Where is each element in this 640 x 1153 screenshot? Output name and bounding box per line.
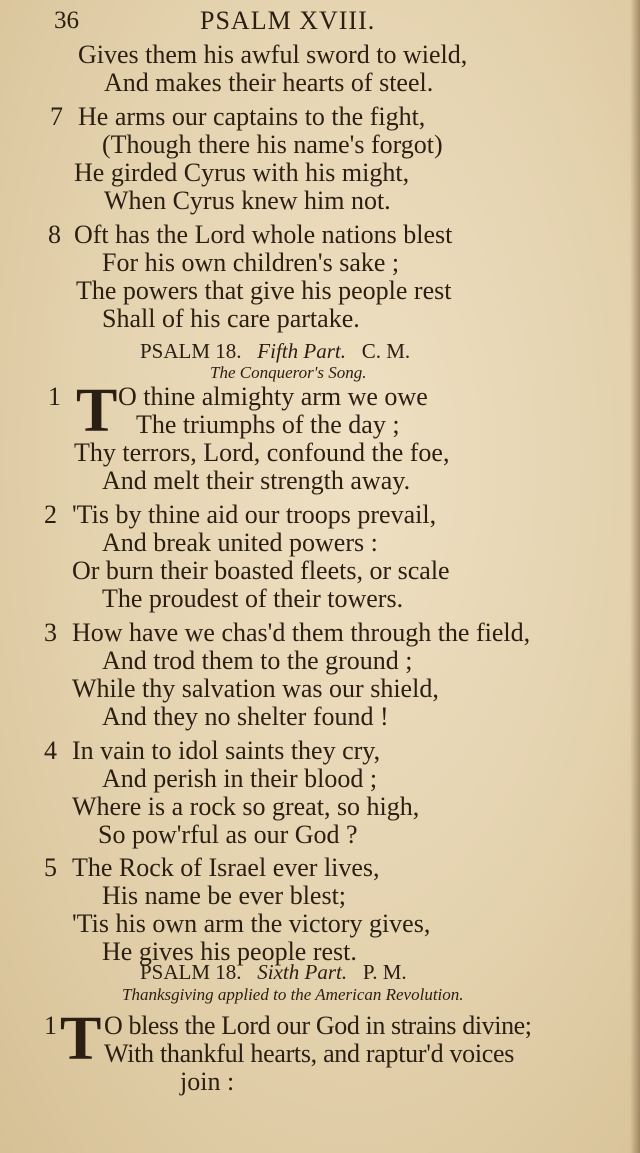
verse-line: And perish in their blood ; xyxy=(102,764,378,793)
verse-line: O thine almighty arm we owe xyxy=(118,382,428,411)
verse-line: Where is a rock so great, so high, xyxy=(72,792,420,821)
verse-line: With thankful hearts, and raptur'd voices xyxy=(104,1039,515,1068)
verse-line: Oft has the Lord whole nations blest xyxy=(74,220,453,249)
verse-line: Shall of his care partake. xyxy=(102,304,360,333)
verse-line: 'Tis by thine aid our troops prevail, xyxy=(72,500,437,529)
verse-line: And break united powers : xyxy=(102,528,378,557)
verse-line: His name be ever blest; xyxy=(102,881,347,910)
verse-line: Thy terrors, Lord, confound the foe, xyxy=(74,438,450,467)
verse-line: How have we chas'd them through the field, xyxy=(72,618,531,647)
verse-line: Or burn their boasted fleets, or scale xyxy=(72,556,450,585)
verse-number: 8 xyxy=(48,220,61,249)
psalm-subtitle: The Conqueror's Song. xyxy=(210,363,367,382)
verse-line: He arms our captains to the fight, xyxy=(78,102,426,131)
verse-line: When Cyrus knew him not. xyxy=(104,186,391,215)
verse-line: He gives his people rest. xyxy=(102,937,357,966)
verse-line: The triumphs of the day ; xyxy=(136,410,400,439)
page-edge-shadow xyxy=(630,0,640,1153)
verse-line: O bless the Lord our God in strains divine; xyxy=(104,1011,532,1040)
verse-line: For his own children's sake ; xyxy=(102,248,400,277)
page-number: 36 xyxy=(54,7,79,34)
running-header: PSALM XVIII. xyxy=(200,6,376,35)
psalm-heading xyxy=(140,962,407,983)
verse-line: Gives them his awful sword to wield, xyxy=(78,40,468,69)
verse-line: join : xyxy=(180,1067,235,1096)
verse-line: And they no shelter found ! xyxy=(102,702,389,731)
verse-line: 'Tis his own arm the victory gives, xyxy=(72,909,431,938)
psalm-number: PSALM 18. xyxy=(140,960,242,984)
verse-line: While thy salvation was our shield, xyxy=(72,674,439,703)
verse-number: 2 xyxy=(44,500,57,529)
verse-number: 3 xyxy=(44,618,57,647)
psalm-meter: P. M. xyxy=(362,960,407,984)
psalm-part: Fifth Part. xyxy=(257,339,346,363)
psalm-heading xyxy=(140,341,410,362)
psalm-part: Sixth Part. xyxy=(257,960,348,984)
verse-line: And makes their hearts of steel. xyxy=(104,68,434,97)
verse-number: 5 xyxy=(44,853,57,882)
verse-line: And melt their strength away. xyxy=(102,466,411,495)
psalm-meter: C. M. xyxy=(361,339,411,363)
verse-number: 7 xyxy=(50,102,63,131)
verse-number: 4 xyxy=(44,736,57,765)
verse-line: In vain to idol saints they cry, xyxy=(72,736,381,765)
psalm-number: PSALM 18. xyxy=(140,339,242,363)
verse-line: So pow'rful as our God ? xyxy=(98,820,358,849)
verse-line: The proudest of their towers. xyxy=(102,584,404,613)
verse-number: 1 xyxy=(48,382,61,411)
verse-number: 1 xyxy=(44,1011,57,1040)
verse-line: The Rock of Israel ever lives, xyxy=(72,853,380,882)
verse-line: He girded Cyrus with his might, xyxy=(74,158,410,187)
psalm-subtitle: Thanksgiving applied to the American Revolution. xyxy=(122,985,464,1004)
drop-cap: T xyxy=(76,377,118,445)
verse-line: And trod them to the ground ; xyxy=(102,646,413,675)
verse-line: The powers that give his people rest xyxy=(76,276,452,305)
drop-cap: T xyxy=(60,1005,102,1073)
verse-line: (Though there his name's forgot) xyxy=(102,130,443,159)
